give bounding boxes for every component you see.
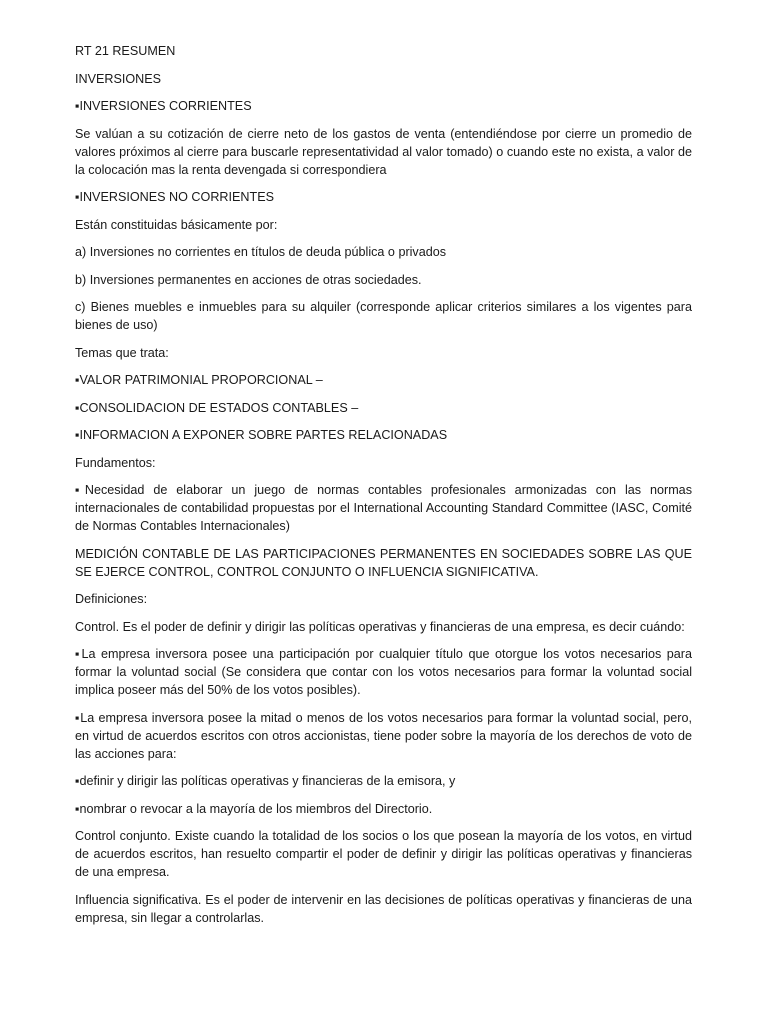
bullet-item: ▪definir y dirigir las políticas operativas y financieras de la emisora, y bbox=[75, 774, 456, 788]
list-item: c) Bienes muebles e inmuebles para su alquiler (corresponde aplicar criterios similares a los vigentes para bienes de uso) bbox=[75, 300, 692, 332]
section-heading: INVERSIONES bbox=[75, 71, 162, 86]
list-item: b) Inversiones permanentes en acciones de otras sociedades. bbox=[75, 272, 422, 287]
bullet-item: ▪La empresa inversora posee la mitad o menos de los votos necesarios para formar la voluntad social, pero, en virtud de acuerdos escritos con otros accionistas, tiene poder sobre la mayoría de los derechos de voto de las acciones para: bbox=[75, 710, 692, 761]
list-item: a) Inversiones no corrientes en títulos de deuda pública o privados bbox=[75, 245, 447, 259]
document-title: RT 21 RESUMEN bbox=[75, 44, 176, 58]
paragraph: Control conjunto. Existe cuando la totalidad de los socios o los que posean la mayoría de los votos, en virtud de acuerdos escritos, han resuelto compartir el poder de definir y dirigir las políticas operativas y financieras de una empresa. bbox=[75, 829, 692, 879]
bullet-item: ▪Necesidad de elaborar un juego de normas contables profesionales armonizadas con las normas internacionales de contabilidad propuestas por el International Accounting Standard Committee (IASC, Comité de Normas Contables Internacionales) bbox=[75, 483, 692, 533]
bullet-heading: ▪INVERSIONES CORRIENTES bbox=[75, 99, 252, 113]
bullet-item: ▪INFORMACION A EXPONER SOBRE PARTES RELACIONADAS bbox=[75, 428, 448, 442]
paragraph: Se valúan a su cotización de cierre neto de los gastos de venta (entendiéndose por cierre un promedio de valores próximos al cierre para buscarle representatividad al valor tomado) o cuando este no exista, a valor de la colocación mas la renta devengada si correspondiera bbox=[75, 126, 692, 177]
paragraph: Temas que trata: bbox=[75, 345, 169, 360]
document-page bbox=[75, 42, 692, 936]
paragraph: Están constituidas básicamente por: bbox=[75, 217, 278, 232]
section-heading: MEDICIÓN CONTABLE DE LAS PARTICIPACIONES PERMANENTES EN SOCIEDADES SOBRE LAS QUE SE EJERCE CONTROL, CONTROL CONJUNTO O INFLUENCIA SIGNIFICATIVA. bbox=[75, 546, 692, 579]
bullet-item: ▪VALOR PATRIMONIAL PROPORCIONAL – bbox=[75, 373, 323, 387]
bullet-item: ▪La empresa inversora posee una participación por cualquier título que otorgue los votos necesarios para formar la voluntad social (Se considera que contar con los votos necesarios para formar la voluntad social implica poseer más del 50% de los votos posibles). bbox=[75, 647, 692, 697]
bullet-heading: ▪INVERSIONES NO CORRIENTES bbox=[75, 190, 274, 204]
paragraph: Definiciones: bbox=[75, 592, 148, 606]
bullet-item: ▪CONSOLIDACION DE ESTADOS CONTABLES – bbox=[75, 400, 359, 415]
bullet-item: ▪nombrar o revocar a la mayoría de los miembros del Directorio. bbox=[75, 801, 433, 816]
paragraph: Fundamentos: bbox=[75, 455, 156, 470]
paragraph: Control. Es el poder de definir y dirigir las políticas operativas y financieras de una empresa, es decir cuándo: bbox=[75, 619, 685, 634]
paragraph: Influencia significativa. Es el poder de intervenir en las decisiones de políticas operativas y financieras de una empresa, sin llegar a controlarlas. bbox=[75, 892, 692, 925]
